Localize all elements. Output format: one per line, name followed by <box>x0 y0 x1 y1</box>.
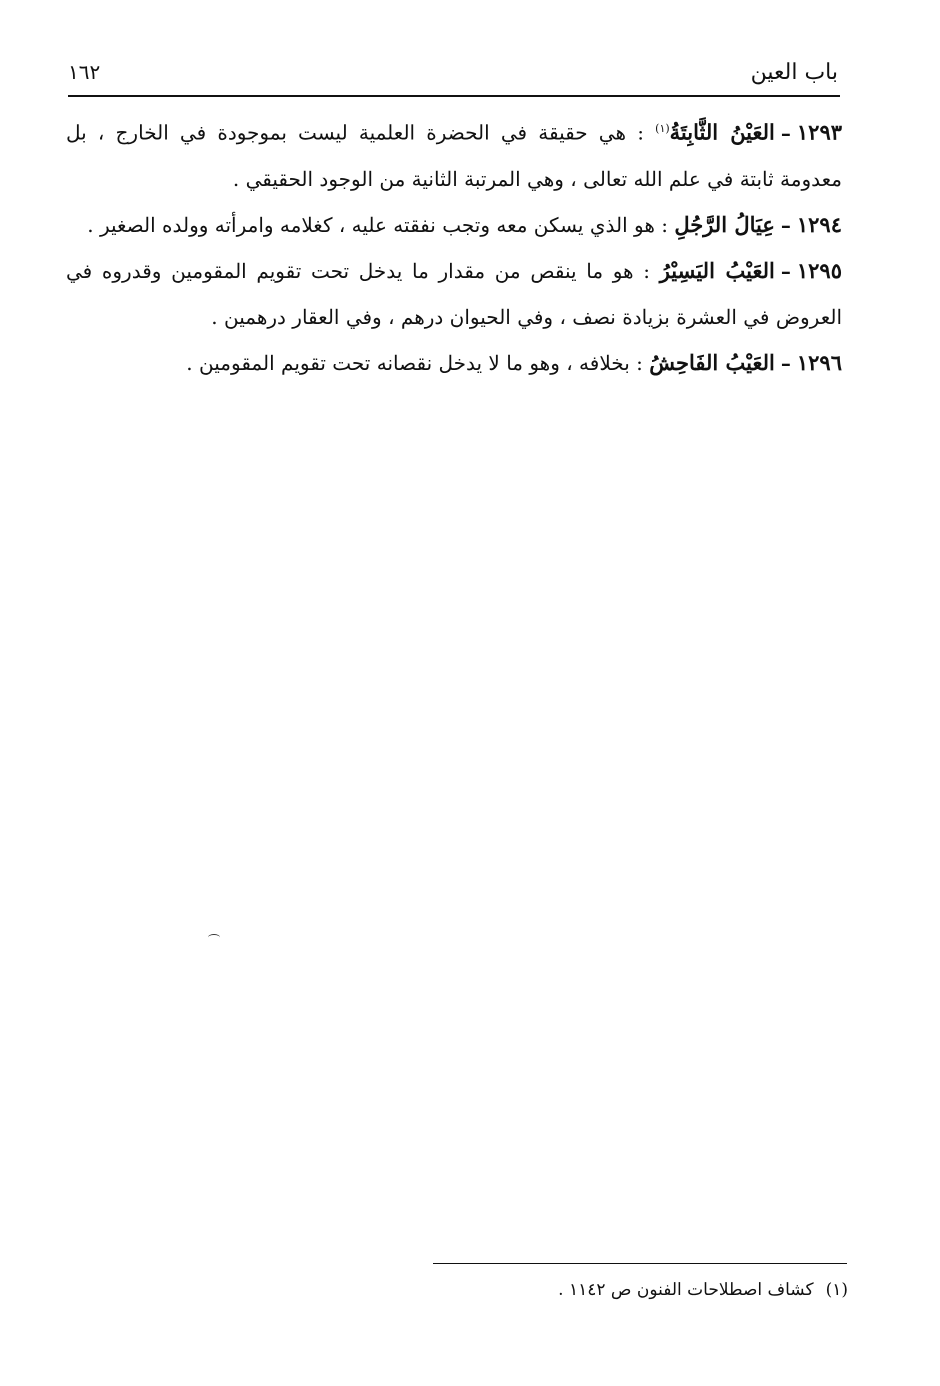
entry-number: ١٢٩٣ <box>796 119 843 145</box>
entry-1295 <box>66 248 842 340</box>
entry-term: عِيَالُ الرَّجُلِ <box>674 211 775 237</box>
entries-list <box>66 106 842 386</box>
entry-1296 <box>66 340 842 386</box>
entry-dash: – <box>780 120 791 145</box>
entry-definition: : هي حقيقة في الحضرة العلمية ليست بموجودة في الخارج ، بل معدومة ثابتة في علم الله تعالى ، وهي المرتبة الثانية من الوجود الحقيقي . <box>66 120 842 191</box>
footnote-rule <box>433 1263 847 1264</box>
entry-definition: : هو ما ينقص من مقدار ما يدخل تحت تقويم المقومين وقدروه في العروض في العشرة بزيادة نصف ، وفي الحيوان درهم ، وفي العقار درهمين . <box>66 258 842 329</box>
footnote-text: كشاف اصطلاحات الفنون ص ١١٤٢ . <box>558 1280 814 1300</box>
page-number: ١٦٢ <box>68 60 101 84</box>
entry-dash: – <box>780 350 791 375</box>
entry-number: ١٢٩٥ <box>796 257 842 283</box>
entry-definition: : بخلافه ، وهو ما لا يدخل نقصانه تحت تقويم المقومين . <box>186 350 643 375</box>
stray-print-mark <box>208 934 220 941</box>
chapter-title: باب العين <box>750 60 838 85</box>
running-header <box>68 56 838 96</box>
header-rule <box>68 95 840 97</box>
entry-number: ١٢٩٦ <box>796 349 842 375</box>
entry-1293 <box>66 106 842 202</box>
entry-term: العَيْبُ اليَسِيْرُ <box>659 257 775 283</box>
entry-number: ١٢٩٤ <box>796 211 842 237</box>
footnote-reference: (١) <box>655 122 670 135</box>
entry-definition: : هو الذي يسكن معه وتجب نفقته عليه ، كغلامه وامرأته وولده الصغير . <box>87 212 668 237</box>
entry-1294 <box>66 202 842 248</box>
entry-term: العَيْبُ الفَاحِشُ <box>649 349 775 375</box>
footnote <box>420 1276 848 1304</box>
entry-dash: – <box>780 212 791 237</box>
footnote-marker: (١) <box>825 1280 848 1300</box>
entry-term: العَيْنُ الثَّابِتَةُ <box>669 119 775 145</box>
entry-dash: – <box>780 258 791 283</box>
